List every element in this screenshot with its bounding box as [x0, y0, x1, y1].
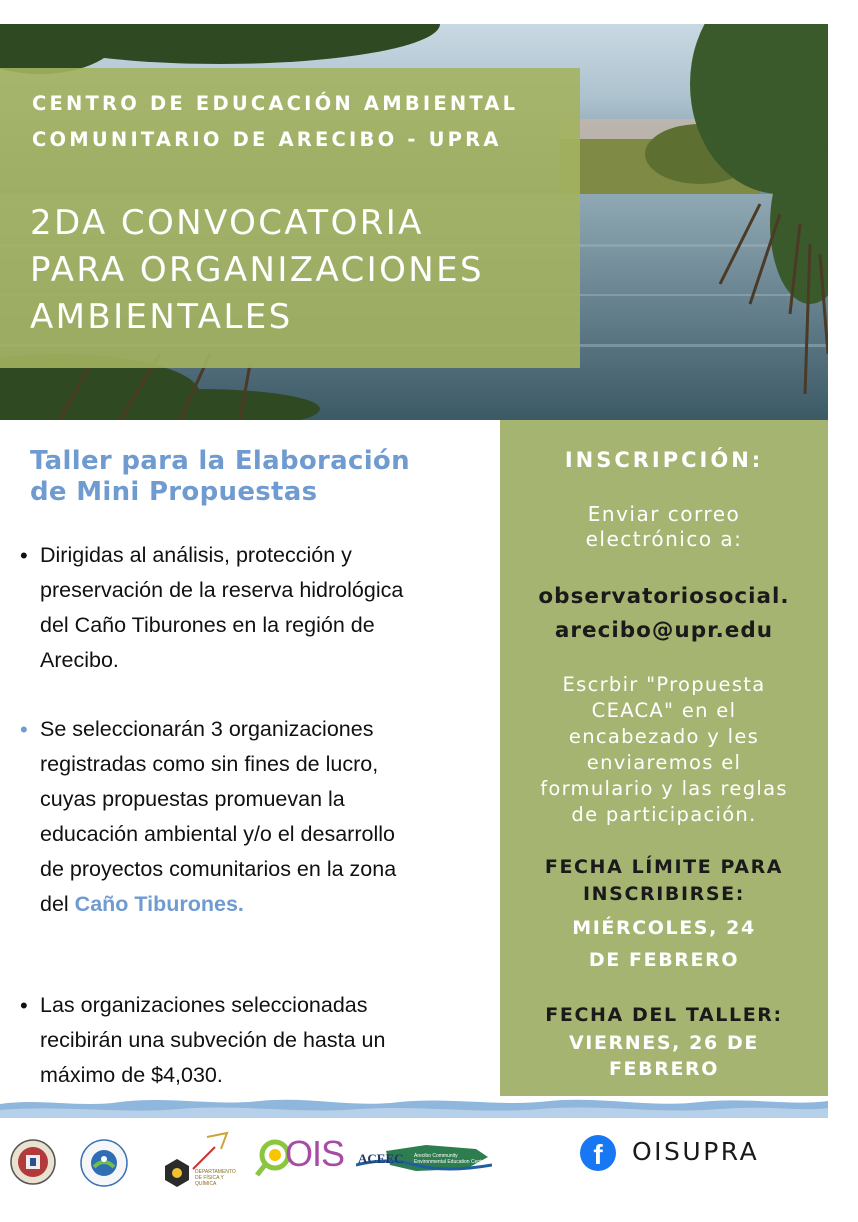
deadline-date-line: DE FEBRERO	[588, 949, 740, 971]
dept-logo-text: DEPARTAMENTO DE FÍSICA Y QUÍMICA	[195, 1169, 236, 1187]
bullet-line: registradas como sin fines de lucro,	[40, 752, 379, 776]
instruction-line: encabezado y les	[568, 725, 760, 748]
bullet-line: cuyas propuestas promuevan la	[40, 787, 345, 811]
workshop-date-line: FEBRERO	[608, 1058, 720, 1080]
ois-logo-text: OIS	[285, 1133, 345, 1174]
email-line: arecibo@upr.edu	[554, 618, 774, 643]
bullet-line: Dirigidas al análisis, protección y	[40, 543, 352, 567]
deadline-date-line: MIÉRCOLES, 24	[572, 917, 756, 939]
workshop-section	[0, 420, 500, 1100]
email-line: observatoriosocial.	[538, 584, 790, 609]
instruction-line: formulario y las reglas	[540, 777, 788, 800]
bullet-line	[40, 887, 490, 922]
deadline-label-line: FECHA LÍMITE PARA	[544, 856, 784, 878]
social-handle[interactable]: OISUPRA	[632, 1137, 760, 1166]
bullet-line: Se seleccionarán 3 organizaciones	[40, 717, 374, 741]
bullet-line: máximo de $4,030.	[40, 1063, 223, 1087]
bullet-line: Las organizaciones seleccionadas	[40, 993, 368, 1017]
bullet-line: educación ambiental y/o el desarrollo	[40, 822, 395, 846]
ois-logo	[255, 1131, 345, 1191]
wave-divider	[0, 1096, 828, 1118]
main-title-line3: AMBIENTALES	[30, 297, 293, 337]
subject-instruction	[500, 672, 828, 828]
email-address[interactable]	[500, 580, 828, 648]
send-email-instruction	[500, 502, 828, 552]
bullet-line: del Caño Tiburones en la región de	[40, 613, 375, 637]
workshop-date-line: VIERNES, 26 DE	[569, 1032, 759, 1054]
instruction-line: de participación.	[571, 803, 757, 826]
aceec-logo	[356, 1139, 492, 1179]
workshop-title-line2: de Mini Propuestas	[30, 477, 318, 507]
instruction-line: CEACA" en el	[591, 699, 737, 722]
university-seal-logo	[10, 1139, 56, 1185]
bullet-line: recibirán una subveción de hasta un	[40, 1028, 386, 1052]
send-line: electrónico a:	[585, 527, 743, 551]
bullet-line: de proyectos comunitarios en la zona	[40, 857, 397, 881]
main-title-line1: 2DA CONVOCATORIA	[30, 203, 424, 243]
send-line: Enviar correo	[587, 502, 741, 526]
bullet-dot-icon: •	[20, 717, 28, 742]
poster	[0, 24, 828, 1222]
aceec-logo-subtext: Arecibo Community Environmental Education Center	[414, 1153, 486, 1165]
instruction-line: Escrbir "Propuesta	[562, 673, 766, 696]
bullet-dot-icon: •	[20, 543, 28, 568]
workshop-title-line1: Taller para la Elaboración	[30, 446, 410, 476]
bullet-line: preservación de la reserva hidrológica	[40, 578, 404, 602]
org-name-line2: COMUNITARIO DE ARECIBO - UPRA	[32, 128, 502, 151]
bullet-line-prefix: del	[40, 892, 75, 916]
workshop-date-label: FECHA DEL TALLER:	[545, 1004, 783, 1026]
main-title-line2: PARA ORGANIZACIONES	[30, 250, 484, 290]
footer	[0, 1119, 828, 1222]
deadline-date	[500, 912, 828, 976]
registration-panel	[500, 420, 828, 1096]
workshop-date	[500, 1030, 828, 1082]
workshop-title	[30, 446, 410, 508]
departamento-fisica-quimica-logo	[155, 1129, 235, 1199]
epa-logo	[80, 1139, 128, 1187]
bullet-line: Arecibo.	[40, 648, 119, 672]
facebook-icon[interactable]: f	[580, 1135, 616, 1171]
deadline-label-line: INSCRIBIRSE:	[583, 883, 745, 905]
bullet-dot-icon: •	[20, 993, 28, 1018]
hero-title-box	[0, 68, 580, 368]
aceec-logo-text: ACEEC	[358, 1151, 404, 1166]
main-title	[30, 200, 484, 341]
highlight-place-name: Caño Tiburones.	[74, 892, 244, 916]
deadline-label	[500, 854, 828, 908]
registration-heading: INSCRIPCIÓN:	[564, 448, 764, 472]
instruction-line: enviaremos el	[586, 751, 742, 774]
hero-banner	[0, 24, 828, 420]
org-name-line1: CENTRO DE EDUCACIÓN AMBIENTAL	[32, 92, 519, 115]
